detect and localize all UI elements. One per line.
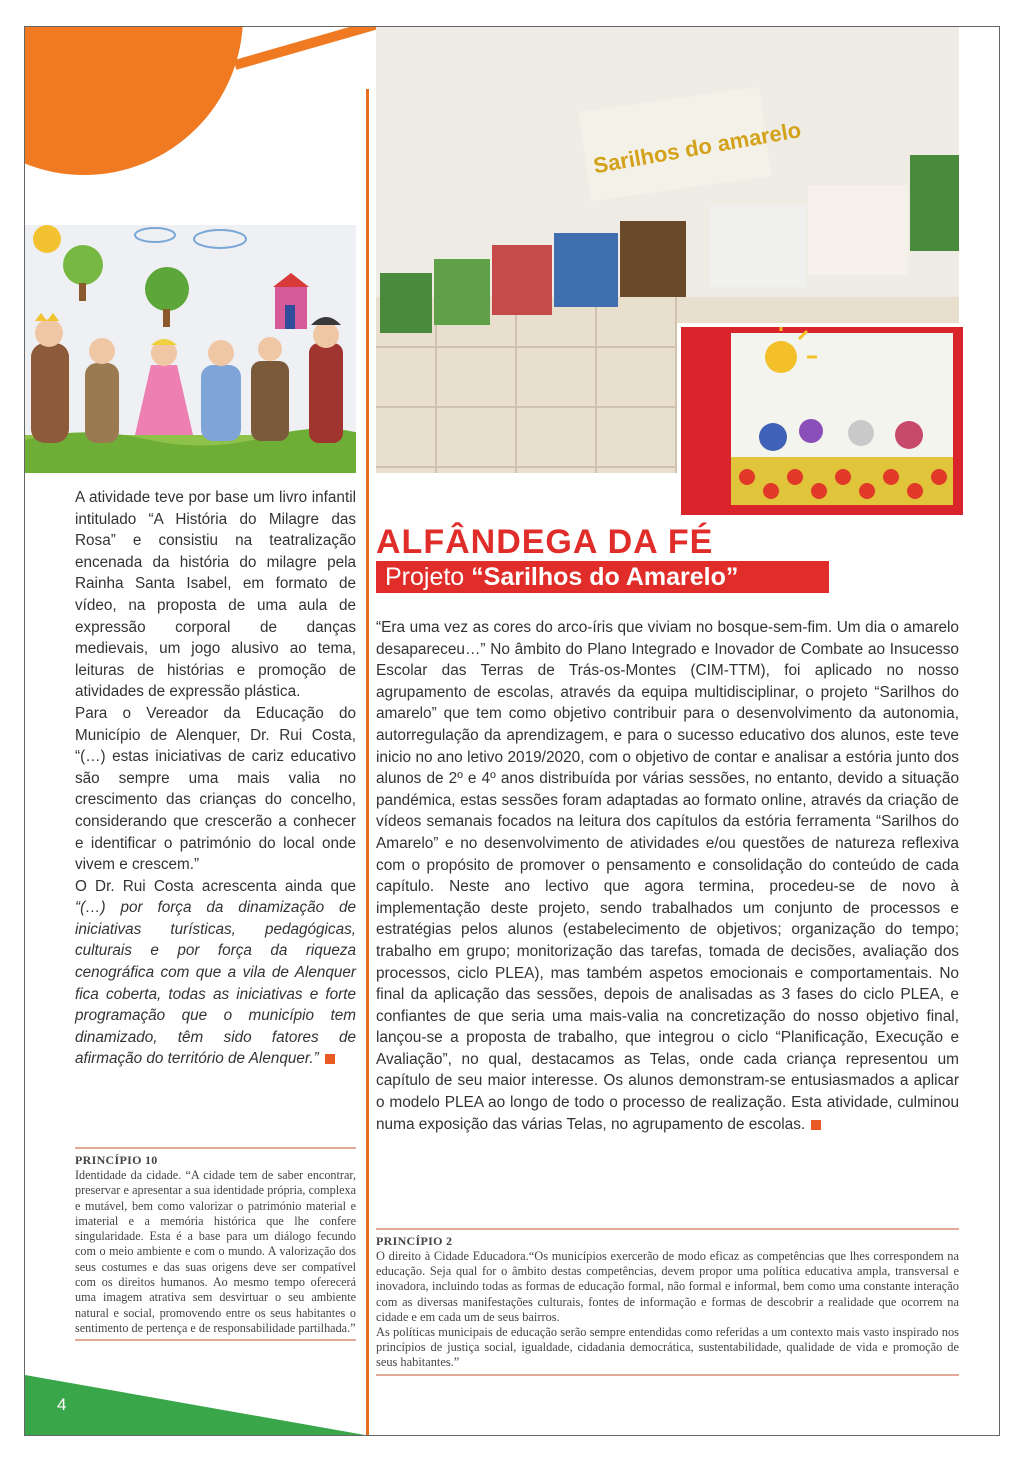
principle-10-text: Identidade da cidade. “A cidade tem de saber encontrar, preservar e apresentar a sua identidade própria, complexa e mutável, bem como valorizar o património material e imaterial e a memória histórica que lhe confere singularidade. Esta é a base para um diálogo fecundo com o meio ambiente e com o mundo. A valorização dos seus costumes e das suas origens deve ser compatível com os direitos humanos. Ao mesmo tempo oferecerá uma imagem atrativa sem desvirtuar o seu ambiente natural e social, promovendo entre os seus habitantes o sentimento de pertença e de responsabilidade partilhada.” <box>75 1168 356 1335</box>
left-paragraph-3-quote: “(…) por força da dinamização de iniciativas turísticas, pedagógicas, culturais e por força da riqueza cenográfica com que a vila de Alenquer fica coberta, todas as iniciativas e forte programação que o município tem dinamizado, têm sido fatores de afirmação do território de Alenquer.” <box>75 899 356 1068</box>
article-subtitle <box>385 563 738 591</box>
article-body-text: “Era uma vez as cores do arco-íris que viviam no bosque-sem-fim. Um dia o amarelo desapareceu…” No âmbito do Plano Integrado e Inovador de Combate ao Insucesso Escolar das Terras de Trás-os-Montes (CIM-TTM), foi aplicado no nosso agrupamento de escolas, através da equipa multidisciplinar, o projeto “Sarilhos do amarelo” que tem como objetivo contribuir para o desenvolvimento da autonomia, autorregulação da aprendizagem, e para o sucesso educativo dos alunos, este teve inicio no ano letivo 2019/2020, com o objetivo de contar e analisar a estória junto dos alunos de 2º e 4º anos distribuída por várias sessões, no entanto, devido a situação pandémica, estas sessões foram adaptadas ao formato online, através da criação de vídeos semanais focados na leitura dos capítulos da estória ferramenta “Sarilhos do Amarelo” e no desenvolvimento de atividades e/ou questões de natureza reflexiva com o propósito de promover o pensamento e consolidação do conteúdo de cada capítulo. Neste ano lectivo que agora termina, procedeu-se de novo à implementação deste projeto, sendo trabalhados um conjunto de processos e estratégias pelos alunos (estabelecimento de objetivos; organização do tempo; trabalho em grupo; monitorização das tarefas, tomada de decisões, avaliação dos processos, ciclo PLEA), mas também aspetos emocionais e comportamentais. No final da aplicação das sessões, depois de analisadas as 3 fases do ciclo PLEA, e confiantes de que seria uma mais-valia na concretização do nosso objetivo final, lançou-se a proposta de trabalho, que integrou o ciclo “Planificação, Execução e Avaliação”, no qual, destacamos as Telas, onde cada criança representou um capítulo de seu maior interesse. Os alunos demonstram-se entusiasmados a aplicar o modelo PLEA ao longo de todo o processo de realização. Esta atividade, culminou numa exposição das várias Telas, no agrupamento de escolas. <box>376 619 959 1133</box>
page-number: 4 <box>57 1395 67 1414</box>
divider <box>376 1374 959 1376</box>
left-paragraph-3 <box>75 876 356 1070</box>
article-title: ALFÂNDEGA DA FÉ <box>376 523 714 561</box>
left-paragraph-3-intro: O Dr. Rui Costa acrescenta ainda que <box>75 877 356 895</box>
page-frame <box>24 26 1000 1436</box>
painting-illustration <box>681 327 963 515</box>
decorative-green-corner <box>25 1375 365 1435</box>
decorative-orange-circle <box>24 26 243 175</box>
drawing-illustration <box>25 225 356 473</box>
wall-sign-text: Sarilhos do amarelo <box>591 117 803 179</box>
article-body <box>376 617 959 1135</box>
children-drawing-photo <box>25 225 356 473</box>
left-column-text <box>75 487 356 1070</box>
end-mark-icon <box>811 1120 821 1130</box>
principle-10-box <box>75 1147 356 1341</box>
painting-inset-photo <box>677 323 967 519</box>
divider <box>376 1228 959 1230</box>
divider <box>75 1147 356 1149</box>
column-divider <box>366 89 369 1436</box>
principle-2-box <box>376 1228 959 1376</box>
principle-10-title: PRINCÍPIO 10 <box>75 1153 158 1167</box>
subtitle-prefix: Projeto <box>385 563 472 591</box>
principle-2-text-2: As políticas municipais de educação serão sempre entendidas como referidas a um contexto mais vasto inspirado nos princípios de justiça social, igualdade, cidadania democrática, sustentabilidade, qualidade de vida e promoção de seus habitantes.” <box>376 1325 959 1370</box>
subtitle-project-name: “Sarilhos do Amarelo” <box>471 563 739 591</box>
principle-2-text-1: O direito à Cidade Educadora.“Os municípios exercerão de modo eficaz as competências que lhes correspondem na educação. Seja qual for o âmbito destas competências, devem propor uma política educativa ampla, transversal e inovadora, incluindo todas as formas de educação formal, não formal e informal, bem como uma constante interação com as diversas manifestações culturais, fontes de informação e formas de descobrir a realidade que ocorrem na cidade e em cada um de seus bairros. <box>376 1249 959 1324</box>
left-paragraph-2: Para o Vereador da Educação do Município de Alenquer, Dr. Rui Costa, “(…) estas iniciativas de cariz educativo são sempre uma mais valia no crescimento das crianças do concelho, considerando que crescerão a conhecer e identificar o património do local onde vivem e crescem.” <box>75 704 356 874</box>
divider <box>75 1339 356 1341</box>
end-mark-icon <box>325 1054 335 1064</box>
left-paragraph-1: A atividade teve por base um livro infantil intitulado “A História do Milagre das Rosa” e consistiu na teatralização encenada da história do milagre pela Rainha Santa Isabel, em formato de vídeo, na proposta de uma aula de expressão corporal de danças medievais, um jogo alusivo ao tema, leituras de histórias e promoção de atividades de expressão plástica. <box>75 489 356 701</box>
principle-2-title: PRINCÍPIO 2 <box>376 1234 453 1248</box>
